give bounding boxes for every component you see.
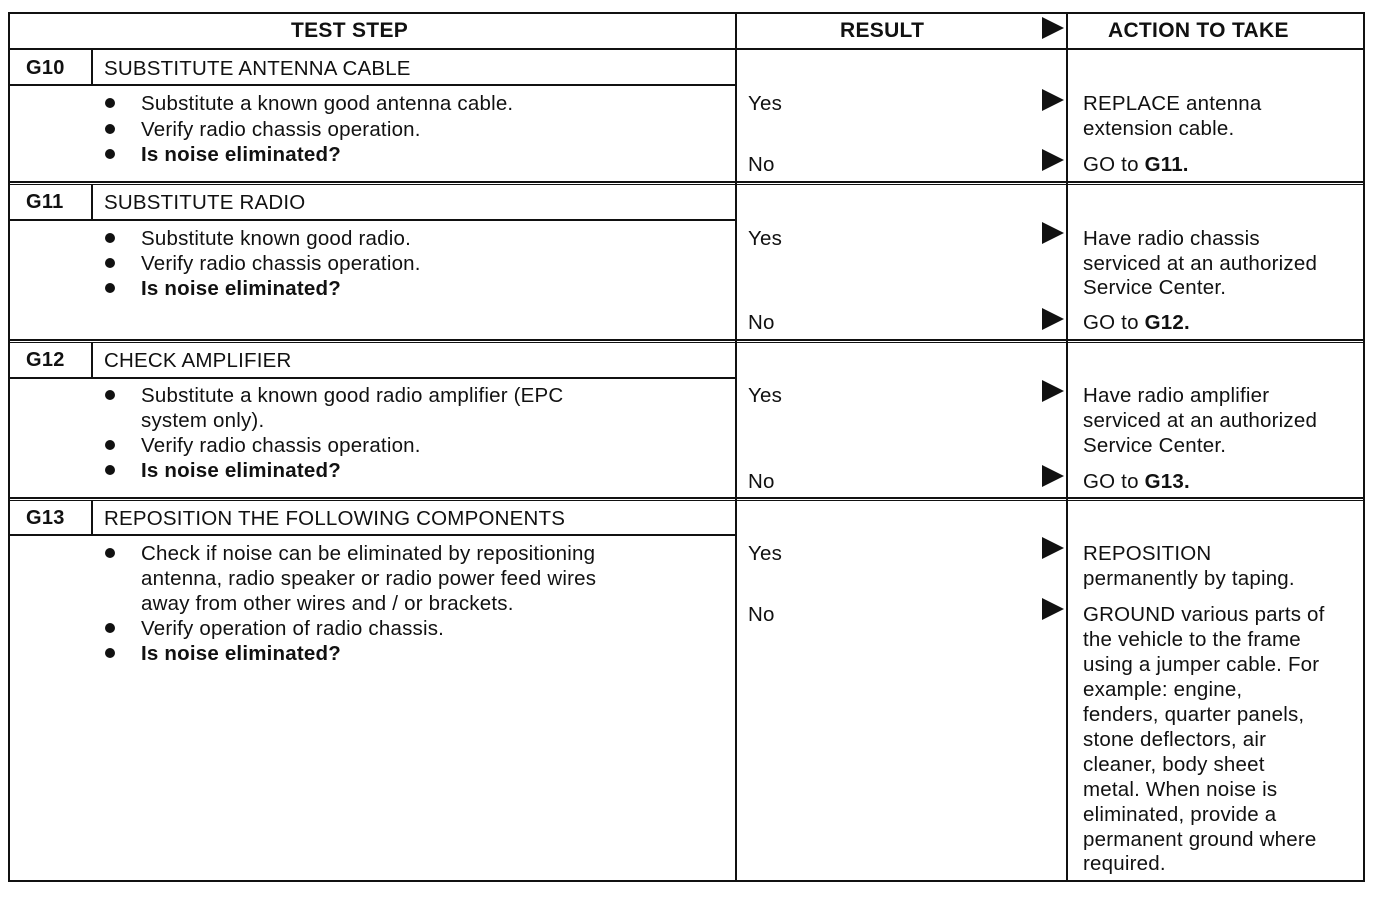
- result-yes: Yes: [748, 542, 783, 565]
- action-yes-line: Service Center.: [1083, 434, 1227, 457]
- result-no: No: [748, 311, 775, 334]
- arrow-icon: [1042, 380, 1064, 402]
- result-no: No: [748, 470, 775, 493]
- row-divider: [8, 339, 1365, 341]
- code-divider: [91, 50, 93, 85]
- action-no-prefix: GO to: [1083, 153, 1145, 176]
- step-question: Is noise eliminated?: [141, 277, 341, 300]
- step-question: Is noise eliminated?: [141, 642, 341, 665]
- arrow-icon: [1042, 465, 1064, 487]
- action-yes-line: Have radio chassis: [1083, 227, 1260, 250]
- row-divider: [8, 500, 1365, 501]
- arrow-icon: [1042, 222, 1064, 244]
- step-code: G13: [26, 507, 65, 529]
- action-yes-line: serviced at an authorized: [1083, 252, 1318, 275]
- header-divider: [8, 48, 1365, 50]
- action-no-line: using a jumper cable. For: [1083, 653, 1320, 676]
- code-divider: [91, 343, 93, 378]
- action-yes-line: serviced at an authorized: [1083, 409, 1318, 432]
- step-bullet-continued: antenna, radio speaker or radio power feed wires: [141, 567, 597, 590]
- action-no-line: stone deflectors, air: [1083, 728, 1267, 751]
- bullet-icon: [105, 440, 115, 450]
- action-no-line: GROUND various parts of: [1083, 603, 1325, 626]
- step-question: Is noise eliminated?: [141, 459, 341, 482]
- header-action: ACTION TO TAKE: [1108, 19, 1289, 42]
- action-no-line: cleaner, body sheet: [1083, 753, 1265, 776]
- result-yes: Yes: [748, 92, 783, 115]
- step-title: SUBSTITUTE RADIO: [104, 191, 306, 214]
- action-no-line: permanent ground where: [1083, 828, 1317, 851]
- bullet-icon: [105, 149, 115, 159]
- action-no: [1083, 152, 1189, 177]
- code-divider: [91, 501, 93, 535]
- action-no-line: fenders, quarter panels,: [1083, 703, 1305, 726]
- column-divider-result: [735, 12, 737, 882]
- bullet-icon: [105, 390, 115, 400]
- row-divider: [8, 184, 1365, 185]
- action-yes-line: Service Center.: [1083, 276, 1227, 299]
- step-bullet: Verify radio chassis operation.: [141, 252, 421, 275]
- action-yes-line: REPOSITION: [1083, 542, 1212, 565]
- step-code: G12: [26, 349, 65, 371]
- title-divider: [8, 377, 737, 379]
- step-code: G10: [26, 57, 65, 79]
- action-no-line: eliminated, provide a: [1083, 803, 1277, 826]
- bullet-icon: [105, 98, 115, 108]
- arrow-icon: [1042, 308, 1064, 330]
- action-no-line: required.: [1083, 852, 1166, 875]
- title-divider: [8, 534, 737, 536]
- bullet-icon: [105, 124, 115, 134]
- action-yes-line: permanently by taping.: [1083, 567, 1295, 590]
- bullet-icon: [105, 548, 115, 558]
- arrow-icon: [1042, 537, 1064, 559]
- action-no: [1083, 469, 1190, 494]
- step-bullet-continued: away from other wires and / or brackets.: [141, 592, 514, 615]
- bullet-icon: [105, 465, 115, 475]
- column-divider-action: [1066, 12, 1068, 882]
- action-no: [1083, 310, 1190, 335]
- action-no-line: metal. When noise is: [1083, 778, 1278, 801]
- result-no: No: [748, 603, 775, 626]
- action-no-line: the vehicle to the frame: [1083, 628, 1301, 651]
- step-bullet: Substitute known good radio.: [141, 227, 411, 250]
- action-no-target: G11.: [1144, 153, 1189, 176]
- step-title: SUBSTITUTE ANTENNA CABLE: [104, 57, 411, 80]
- header-result: RESULT: [840, 19, 925, 42]
- step-bullet: Check if noise can be eliminated by repositioning: [141, 542, 596, 565]
- step-code: G11: [26, 191, 64, 213]
- arrow-icon: [1042, 598, 1064, 620]
- step-bullet: Verify radio chassis operation.: [141, 118, 421, 141]
- arrow-icon: [1042, 89, 1064, 111]
- header-test-step: TEST STEP: [291, 19, 409, 42]
- action-no-prefix: GO to: [1083, 470, 1145, 493]
- action-no-target: G12.: [1144, 311, 1190, 334]
- bullet-icon: [105, 648, 115, 658]
- step-bullet: Verify radio chassis operation.: [141, 434, 421, 457]
- title-divider: [8, 84, 737, 86]
- action-no-line: example: engine,: [1083, 678, 1243, 701]
- row-divider: [8, 497, 1365, 499]
- bullet-icon: [105, 258, 115, 268]
- step-bullet: Substitute a known good antenna cable.: [141, 92, 514, 115]
- header-arrow-icon: [1042, 17, 1064, 39]
- result-yes: Yes: [748, 384, 783, 407]
- step-bullet: Substitute a known good radio amplifier (EPC: [141, 384, 564, 407]
- bullet-icon: [105, 233, 115, 243]
- step-bullet: Verify operation of radio chassis.: [141, 617, 445, 640]
- step-title: CHECK AMPLIFIER: [104, 349, 292, 372]
- row-divider: [8, 342, 1365, 343]
- arrow-icon: [1042, 149, 1064, 171]
- action-yes-line: Have radio amplifier: [1083, 384, 1270, 407]
- step-bullet-continued: system only).: [141, 409, 265, 432]
- result-yes: Yes: [748, 227, 783, 250]
- code-divider: [91, 185, 93, 220]
- bullet-icon: [105, 623, 115, 633]
- action-yes-line: extension cable.: [1083, 117, 1235, 140]
- bullet-icon: [105, 283, 115, 293]
- step-title: REPOSITION THE FOLLOWING COMPONENTS: [104, 507, 566, 530]
- action-no-prefix: GO to: [1083, 311, 1145, 334]
- step-question: Is noise eliminated?: [141, 143, 341, 166]
- action-no-target: G13.: [1144, 470, 1190, 493]
- row-divider: [8, 181, 1365, 183]
- result-no: No: [748, 153, 775, 176]
- title-divider: [8, 219, 737, 221]
- action-yes-line: REPLACE antenna: [1083, 92, 1262, 115]
